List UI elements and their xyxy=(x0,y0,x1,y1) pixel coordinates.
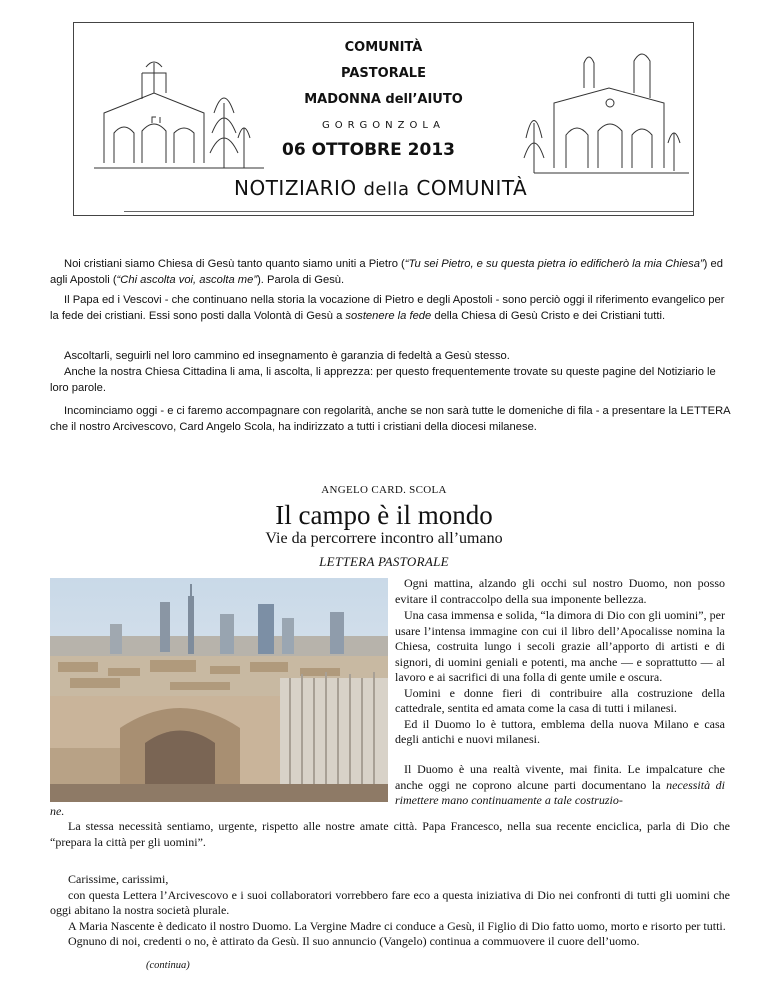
continua-note: (continua) xyxy=(146,960,190,971)
intro-paragraph-3 xyxy=(50,348,730,396)
letter-subtitle: Vie da percorrere incontro all’umano xyxy=(265,530,503,547)
column-text: Ogni mattina, alzando gli occhi sul nostro Duomo, non posso evitare il contraccolpo della sua imponente bellezza. xyxy=(395,576,725,606)
column-hyphen-tail: ne. xyxy=(50,804,65,818)
column-paragraph-2 xyxy=(395,608,725,748)
column-text: Una casa immensa e solida, “la dimora di Dio con gli uomini”, per usare l’intensa immagine con cui il libro dell’Apocalisse nomina la Chiesa, costruita lungo i secoli grazie all’apporto di artisti e di signori, di uomini geniali e potenti, ma anche — e soprattutto — al lavoro e ai sacrifici di una folla di gente umile e oscura. xyxy=(395,608,725,684)
body-paragraph-1 xyxy=(50,819,730,850)
intro-paragraph-4 xyxy=(50,403,730,435)
body-text: Ognuno di noi, credenti o no, è attirato da Gesù. Il suo annuncio (Vangelo) continua a commuovere il cuore dell’uomo. xyxy=(68,934,640,948)
body-section-2 xyxy=(50,872,730,950)
body-greeting: Carissime, carissimi, xyxy=(68,872,169,886)
intro-text: della Chiesa di Gesù Cristo e dei Cristiani tutti. xyxy=(431,310,666,322)
intro-text: ) ed agli Apostoli ( xyxy=(50,258,723,286)
intro-text: Ascoltarli, seguirli nel loro cammino ed insegnamento è garanzia di fedeltà a Gesù stesso. xyxy=(64,350,510,362)
masthead-line-1: COMUNITÀ xyxy=(344,40,423,55)
masthead-line-3: MADONNA dell’AIUTO xyxy=(304,92,463,107)
intro-text: Anche la nostra Chiesa Cittadina li ama, li ascolta, li apprezza: per questo frequentemente trovate su queste pagine del Notiziario le loro parole. xyxy=(50,366,716,394)
column-paragraph-1 xyxy=(395,576,725,607)
masthead xyxy=(73,22,694,216)
intro-paragraph-2 xyxy=(50,292,730,324)
column-emphasis-tail: ne xyxy=(50,804,62,818)
letter-title: Il campo è il mondo xyxy=(275,500,493,530)
column-text: Uomini e donne fieri di contribuire alla costruzione della cattedrale, sentita ed amata come la casa di tutti i milanesi. xyxy=(395,685,725,715)
masthead-town: GORGONZOLA xyxy=(321,120,446,131)
intro-emphasis: sostenere la fede xyxy=(345,310,432,322)
intro-quote: “Chi ascolta voi, ascolta me” xyxy=(116,274,258,286)
letter-author: ANGELO CARD. SCOLA xyxy=(321,484,447,496)
newsletter-title-word-2: della xyxy=(363,179,410,200)
newsletter-title-word-1: NOTIZIARIO xyxy=(234,176,357,200)
body-text: A Maria Nascente è dedicato il nostro Duomo. La Vergine Madre ci conduce a Gesù, il Figlio di Dio fatto uomo, morto e risorto per tutti. xyxy=(68,918,726,933)
column-emphasis: necessità di rimettere mano continuamente a tale costruzio- xyxy=(395,777,725,807)
column-paragraph-3 xyxy=(395,762,725,809)
intro-text: Noi cristiani siamo Chiesa di Gesù tanto quanto siamo uniti a Pietro ( xyxy=(64,258,405,270)
column-text: Ed il Duomo lo è tuttora, emblema della nuova Milano e casa degli antichi e nuovi milanesi. xyxy=(395,716,725,746)
milan-skyline-photo xyxy=(50,578,388,802)
body-text: La stessa necessità sentiamo, urgente, rispetto alle nostre amate città. Papa Francesco, nella sua recente enciclica, parla di Dio che “prepara la città per gli uomini”. xyxy=(50,819,730,849)
intro-quote: “Tu sei Pietro, e su questa pietra io edificherò la mia Chiesa” xyxy=(404,258,704,270)
body-text: con questa Lettera l’Arcivescovo e i suoi collaboratori vorrebbero fare eco a questa iniziativa di Dio nei confronti di tutti gli uomini che oggi abitano la nostra società plurale. xyxy=(50,887,730,917)
column-text: Il Duomo è una realtà vivente, mai finita. Le impalcature che anche oggi ne coprono alcune parti documentano la xyxy=(395,762,725,792)
letter-label: LETTERA PASTORALE xyxy=(319,554,449,569)
intro-text: ). Parola di Gesù. xyxy=(257,274,345,286)
newsletter-title-word-3: COMUNITÀ xyxy=(416,176,528,200)
issue-date: 06 OTTOBRE 2013 xyxy=(282,140,455,160)
masthead-line-2: PASTORALE xyxy=(341,66,426,81)
intro-text: Incominciamo oggi - e ci faremo accompagnare con regolarità, anche se non sarà tutte le domeniche di fila - a presentare la LETTERA che il nostro Arcivescovo, Card Angelo Scola, ha indirizzato a tutti i cristiani della diocesi milanese. xyxy=(50,405,731,433)
intro-text: Il Papa ed i Vescovi - che continuano nella storia la vocazione di Pietro e degli Apostoli - sono perciò oggi il riferimento evangelico per la fede dei cristiani. Essi sono posti dalla Volontà di Gesù a xyxy=(50,294,725,322)
masthead-rule xyxy=(124,211,693,212)
newsletter-title xyxy=(234,176,527,200)
intro-paragraph-1 xyxy=(50,256,730,288)
